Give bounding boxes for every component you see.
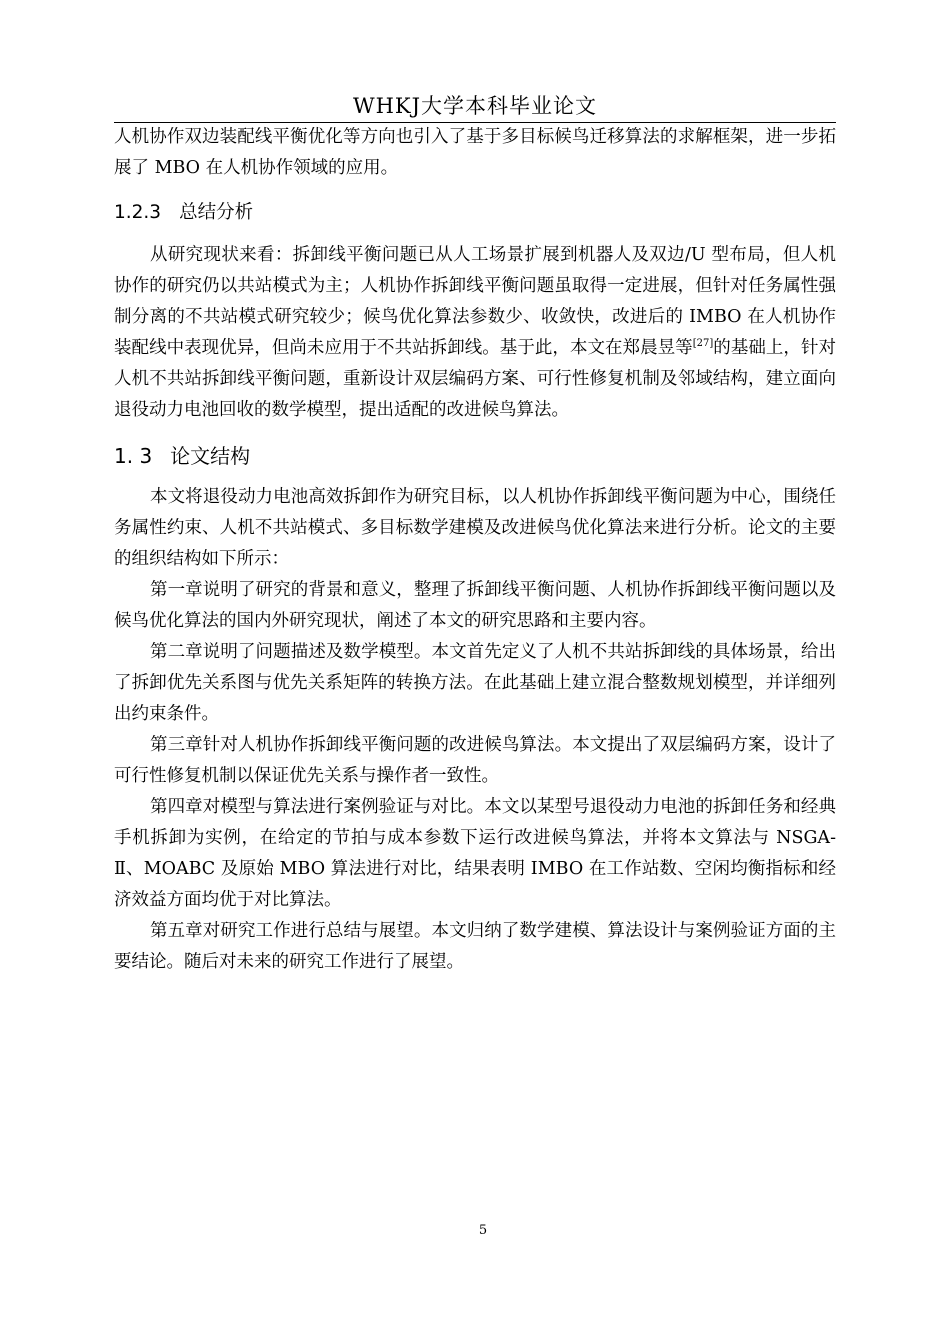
section-title: 论文结构 [170,444,251,468]
summary-text-part2: 的基础上，针对人机不共站拆卸线平衡问题，重新设计双层编码方案、可行性修复机制及邻域结构，建立面向退役动力电池回收的数学模型，提出适配的改进候鸟算法。 [114,338,837,420]
page-body [114,122,836,978]
citation-ref: [27] [692,338,714,350]
section-number: 1.2.3 [114,202,162,223]
section-number: 1. 3 [114,444,153,468]
section-heading-1-3 [114,440,836,472]
structure-paragraph-chapter-3: 第三章针对人机协作拆卸线平衡问题的改进候鸟算法。本文提出了双层编码方案，设计了可行性修复机制以保证优先关系与操作者一致性。 [114,735,836,786]
structure-paragraph-intro: 本文将退役动力电池高效拆卸作为研究目标，以人机协作拆卸线平衡问题为中心，围绕任务属性约束、人机不共站模式、多目标数学建模及改进候鸟优化算法来进行分析。论文的主要的组织结构如下所示： [114,487,836,569]
summary-paragraph [114,240,836,426]
structure-paragraph-chapter-5: 第五章对研究工作进行总结与展望。本文归纳了数学建模、算法设计与案例验证方面的主要结论。随后对未来的研究工作进行了展望。 [114,921,836,972]
section-title: 总结分析 [179,202,254,223]
section-heading-1-2-3 [114,198,836,228]
continuation-paragraph: 人机协作双边装配线平衡优化等方向也引入了基于多目标候鸟迁移算法的求解框架，进一步拓展了 MBO 在人机协作领域的应用。 [114,127,836,178]
structure-paragraph-chapter-2: 第二章说明了问题描述及数学模型。本文首先定义了人机不共站拆卸线的具体场景，给出了拆卸优先关系图与优先关系矩阵的转换方法。在此基础上建立混合整数规划模型，并详细列出约束条件。 [114,642,836,724]
page-header-title: WHKJ大学本科毕业论文 [352,94,597,118]
structure-paragraph-chapter-1: 第一章说明了研究的背景和意义，整理了拆卸线平衡问题、人机协作拆卸线平衡问题以及候鸟优化算法的国内外研究现状，阐述了本文的研究思路和主要内容。 [114,580,836,631]
summary-text-part1: 从研究现状来看：拆卸线平衡问题已从人工场景扩展到机器人及双边/U 型布局，但人机协作的研究仍以共站模式为主；人机协作拆卸线平衡问题虽取得一定进展，但针对任务属性强制分离的不共站模式研究较少；候鸟优化算法参数少、收敛快，改进后的 IMBO 在人机协作装配线中表现优异，但尚未应用于不共站拆卸线。基于此，本文在郑晨昱等 [114,245,836,358]
structure-paragraph-chapter-4: 第四章对模型与算法进行案例验证与对比。本文以某型号退役动力电池的拆卸任务和经典手机拆卸为实例，在给定的节拍与成本参数下运行改进候鸟算法，并将本文算法与 NSGA-Ⅱ、MOABC 及原始 MBO 算法进行对比，结果表明 IMBO 在工作站数、空闲均衡指标和经济效益方面均优于对比算法。 [114,797,836,910]
page-number: 5 [478,1223,488,1238]
